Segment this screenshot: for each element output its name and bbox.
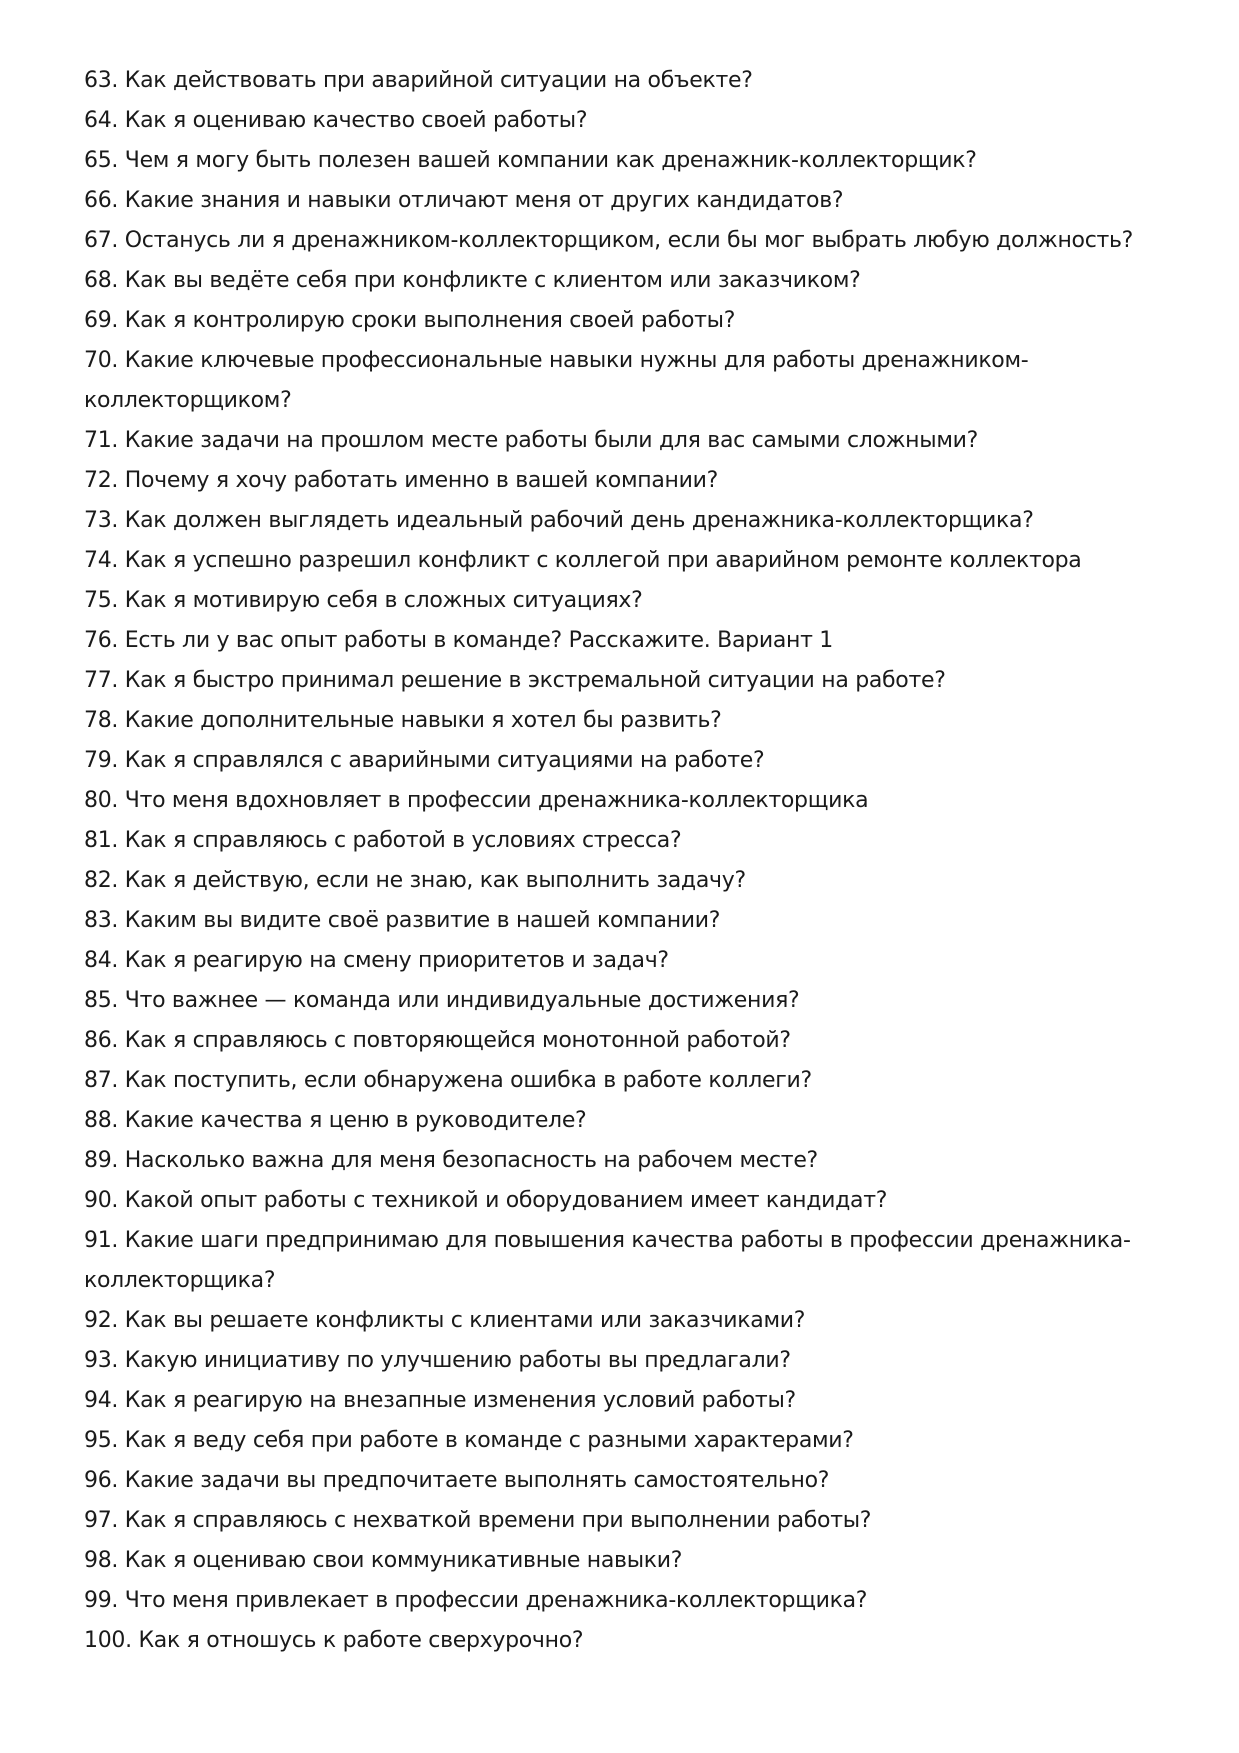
list-item: 96. Какие задачи вы предпочитаете выполнять самостоятельно? xyxy=(84,1468,830,1493)
list-item: 98. Как я оцениваю свои коммуникативные навыки? xyxy=(84,1548,683,1573)
list-item: 100. Как я отношусь к работе сверхурочно? xyxy=(84,1628,584,1653)
list-item: 99. Что меня привлекает в профессии дренажника-коллекторщика? xyxy=(84,1588,868,1613)
list-item: 86. Как я справляюсь с повторяющейся монотонной работой? xyxy=(84,1028,791,1053)
list-item: 78. Какие дополнительные навыки я хотел бы развить? xyxy=(84,708,722,733)
list-item: 95. Как я веду себя при работе в команде с разными характерами? xyxy=(84,1428,854,1453)
list-item: 68. Как вы ведёте себя при конфликте с клиентом или заказчиком? xyxy=(84,268,861,293)
list-item: 81. Как я справляюсь с работой в условиях стресса? xyxy=(84,828,682,853)
list-item: 97. Как я справляюсь с нехваткой времени при выполнении работы? xyxy=(84,1508,872,1533)
list-item: 90. Какой опыт работы с техникой и оборудованием имеет кандидат? xyxy=(84,1188,888,1213)
list-item: 74. Как я успешно разрешил конфликт с коллегой при аварийном ремонте коллектора xyxy=(84,548,1082,573)
question-list xyxy=(84,61,1174,1661)
list-item: 89. Насколько важна для меня безопасность на рабочем месте? xyxy=(84,1148,818,1173)
list-item: 65. Чем я могу быть полезен вашей компании как дренажник-коллекторщик? xyxy=(84,148,977,173)
list-item: 67. Останусь ли я дренажником-коллекторщиком, если бы мог выбрать любую должность? xyxy=(84,228,1134,253)
list-item: 66. Какие знания и навыки отличают меня от других кандидатов? xyxy=(84,188,844,213)
list-item: 69. Как я контролирую сроки выполнения своей работы? xyxy=(84,308,736,333)
list-item: 64. Как я оцениваю качество своей работы? xyxy=(84,108,588,133)
list-item: 92. Как вы решаете конфликты с клиентами или заказчиками? xyxy=(84,1308,806,1333)
list-item: 84. Как я реагирую на смену приоритетов и задач? xyxy=(84,948,669,973)
list-item: 72. Почему я хочу работать именно в вашей компании? xyxy=(84,468,718,493)
list-item: 88. Какие качества я ценю в руководителе? xyxy=(84,1108,587,1133)
list-item: 83. Каким вы видите своё развитие в нашей компании? xyxy=(84,908,721,933)
list-item: 71. Какие задачи на прошлом месте работы были для вас самыми сложными? xyxy=(84,428,979,453)
list-item: 77. Как я быстро принимал решение в экстремальной ситуации на работе? xyxy=(84,668,946,693)
list-item: 76. Есть ли у вас опыт работы в команде? Расскажите. Вариант 1 xyxy=(84,628,833,653)
list-item: 93. Какую инициативу по улучшению работы вы предлагали? xyxy=(84,1348,791,1373)
list-item: 73. Как должен выглядеть идеальный рабочий день дренажника-коллекторщика? xyxy=(84,508,1034,533)
list-item: 85. Что важнее — команда или индивидуальные достижения? xyxy=(84,988,800,1013)
list-item: 75. Как я мотивирую себя в сложных ситуациях? xyxy=(84,588,643,613)
list-item: 94. Как я реагирую на внезапные изменения условий работы? xyxy=(84,1388,796,1413)
list-item: 80. Что меня вдохновляет в профессии дренажника-коллекторщика xyxy=(84,788,869,813)
list-item: 82. Как я действую, если не знаю, как выполнить задачу? xyxy=(84,868,746,893)
list-item: 70. Какие ключевые профессиональные навыки нужны для работы дренажником-коллекторщиком? xyxy=(84,348,1029,413)
list-item: 63. Как действовать при аварийной ситуации на объекте? xyxy=(84,68,753,93)
list-item: 91. Какие шаги предпринимаю для повышения качества работы в профессии дренажника-коллекторщика? xyxy=(84,1228,1131,1293)
list-item: 87. Как поступить, если обнаружена ошибка в работе коллеги? xyxy=(84,1068,812,1093)
list-item: 79. Как я справлялся с аварийными ситуациями на работе? xyxy=(84,748,765,773)
